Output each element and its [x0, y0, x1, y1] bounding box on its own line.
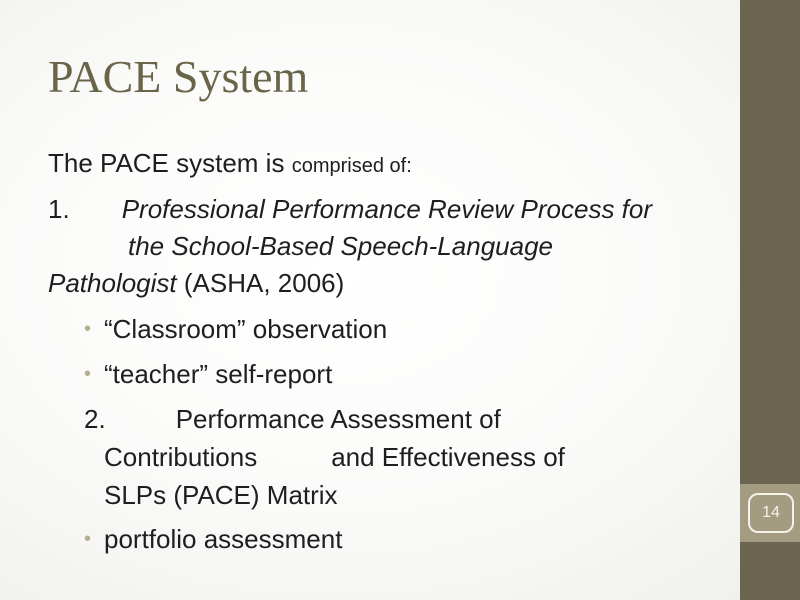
list-item-2 — [84, 400, 684, 514]
item1-part2: the School-Based Speech-Language — [128, 231, 553, 261]
item1-citation: (ASHA, 2006) — [183, 268, 345, 298]
bullet-item: • “teacher” self-report — [104, 356, 332, 393]
item2-part4: SLPs (PACE) Matrix — [104, 480, 338, 510]
item2-part1: Performance Assessment of — [175, 404, 501, 434]
item1-part3: Pathologist — [48, 268, 177, 298]
page-number-badge: 14 — [748, 493, 794, 533]
list-item-1 — [48, 191, 688, 302]
item2-part2: Contributions — [104, 442, 258, 472]
item1-part1: Professional Performance Review Process for — [121, 194, 653, 224]
slide-title: PACE System — [48, 51, 309, 102]
item1-number: 1. — [48, 194, 70, 224]
item2-part3: and Effectiveness of — [331, 442, 565, 472]
bullet-item: • “Classroom” observation — [104, 311, 387, 348]
item2-number: 2. — [84, 404, 106, 434]
intro-main: The PACE system is — [48, 148, 285, 178]
intro-text — [48, 145, 412, 185]
bullet-item: • portfolio assessment — [104, 521, 342, 558]
intro-small: comprised of: — [291, 155, 412, 177]
